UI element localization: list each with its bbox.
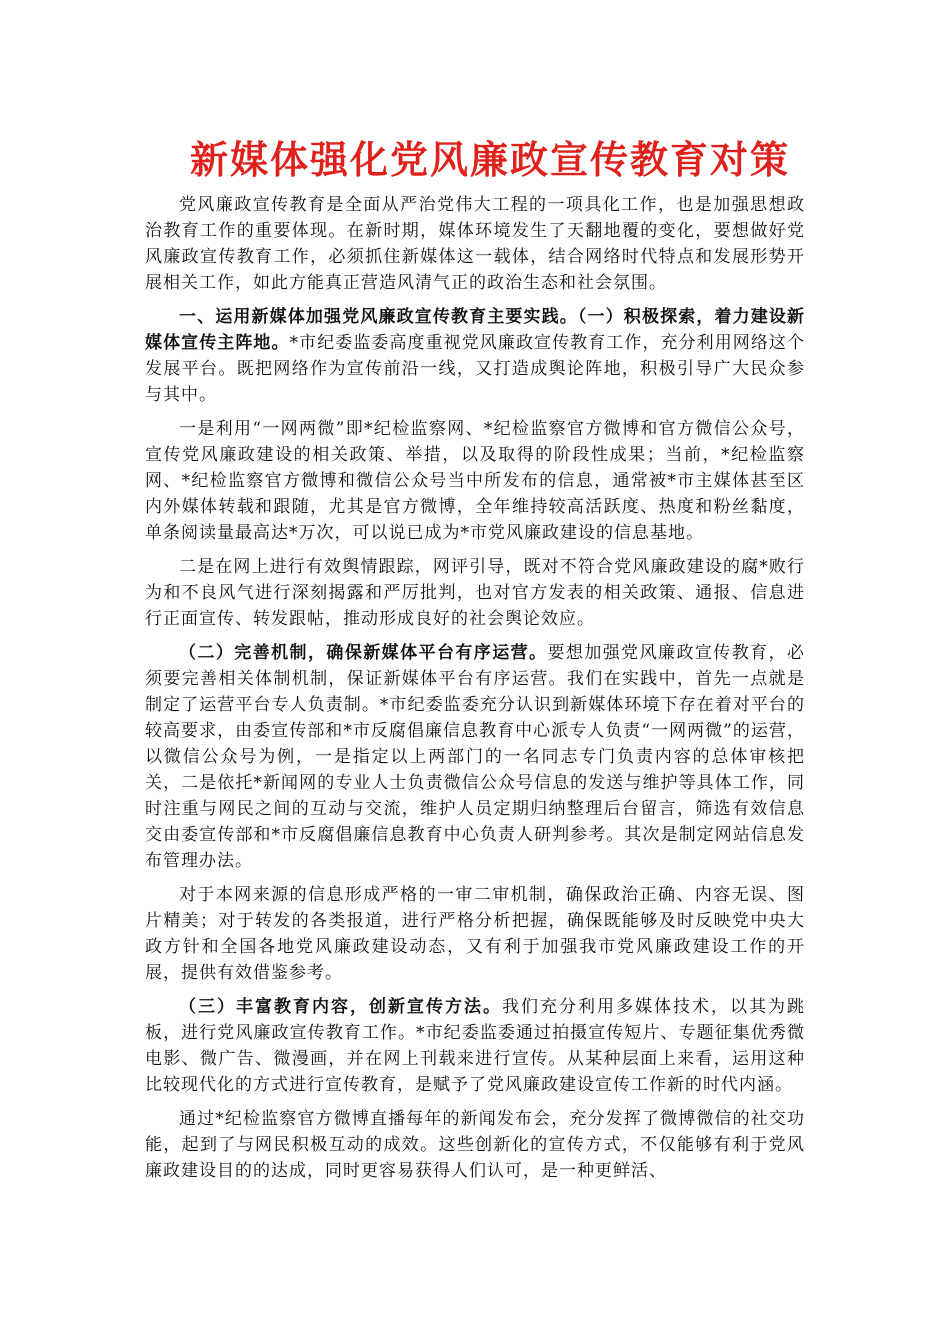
- paragraph-text: 一是利用“一网两微”即*纪检监察网、*纪检监察官方微博和官方微信公众号，宣传党风廉政建设的相关政策、举措，以及取得的阶段性成果；当前，*纪检监察网、*纪检监察官方微博和微信公众号当中所发布的信息，通常被*市主媒体甚至区内外媒体转载和跟随，尤其是官方微博，全年维持较高活跃度、热度和粉丝黏度，单条阅读量最高达*万次，可以说已成为*市党风廉政建设的信息基地。: [145, 419, 805, 543]
- paragraph-lead: 一、运用新媒体加强党风廉政宣传教育主要实践。（一）积极探索，着力建设新媒体宣传主阵地。: [145, 307, 805, 353]
- paragraph-section-2: [145, 640, 805, 874]
- document-body: [145, 192, 805, 1192]
- paragraph-text: 要想加强党风廉政宣传教育，必须要完善相关体制机制，保证新媒体平台有序运营。我们在实践中，首先一点就是制定了运营平台专人负责制。*市纪委监委充分认识到新媒体环境下存在着对平台的较高要求，由委宣传部和*市反腐倡廉信息教育中心派专人负责“一网两微”的运营，以微信公众号为例，一是指定以上两部门的一名同志专门负责内容的总体审核把关，二是依托*新闻网的专业人士负责微信公众号信息的发送与维护等具体工作，同时注重与网民之间的互动与交流，维护人员定期归纳整理后台留言，筛选有效信息交由委宣传部和*市反腐倡廉信息教育中心负责人研判参考。其次是制定网站信息发布管理办法。: [145, 643, 805, 871]
- paragraph-section-3: [145, 994, 805, 1098]
- document-title: [0, 136, 950, 184]
- paragraph-weibo: [145, 1106, 805, 1184]
- document-title-text: 新媒体强化党风廉政宣传教育对策: [189, 138, 790, 182]
- paragraph-text: 我们充分利用多媒体技术，以其为跳板，进行党风廉政宣传教育工作。*市纪委监委通过拍摄宣传短片、专题征集优秀微电影、微广告、微漫画，并在网上刊载来进行宣传。从某种层面上来看，运用这种比较现代化的方式进行宣传教育，是赋予了党风廉政建设宣传工作新的时代内涵。: [145, 997, 805, 1095]
- paragraph-section-1: [145, 304, 805, 408]
- paragraph-text: 通过*纪检监察官方微博直播每年的新闻发布会，充分发挥了微博微信的社交功能，起到了与网民积极互动的成效。这些创新化的宣传方式，不仅能够有利于党风廉政建设目的的达成，同时更容易获得人们认可，是一种更鲜活、: [145, 1109, 805, 1181]
- paragraph-text: 二是在网上进行有效舆情跟踪，网评引导，既对不符合党风廉政建设的腐*败行为和不良风气进行深刻揭露和严厉批判，也对官方发表的相关政策、通报、信息进行正面宣传、转发跟帖，推动形成良好的社会舆论效应。: [145, 557, 805, 629]
- paragraph-lead: （二）完善机制，确保新媒体平台有序运营。: [179, 643, 548, 663]
- paragraph-intro: [145, 192, 805, 296]
- paragraph-review-mechanism: [145, 882, 805, 986]
- paragraph-point-1: [145, 416, 805, 546]
- paragraph-text: *市纪委监委高度重视党风廉政宣传教育工作，充分利用网络这个发展平台。既把网络作为宣传前沿一线，又打造成舆论阵地，积极引导广大民众参与其中。: [145, 333, 806, 405]
- paragraph-point-2: [145, 554, 805, 632]
- paragraph-text: 党风廉政宣传教育是全面从严治党伟大工程的一项具化工作，也是加强思想政治教育工作的重要体现。在新时期，媒体环境发生了天翻地覆的变化，要想做好党风廉政宣传教育工作，必须抓住新媒体这一载体，结合网络时代特点和发展形势开展相关工作，如此方能真正营造风清气正的政治生态和社会氛围。: [145, 195, 805, 293]
- paragraph-text: 对于本网来源的信息形成严格的一审二审机制，确保政治正确、内容无误、图片精美；对于转发的各类报道，进行严格分析把握，确保既能够及时反映党中央大政方针和全国各地党风廉政建设动态，又有利于加强我市党风廉政建设工作的开展，提供有效借鉴参考。: [145, 885, 805, 983]
- paragraph-lead: （三）丰富教育内容，创新宣传方法。: [179, 997, 502, 1017]
